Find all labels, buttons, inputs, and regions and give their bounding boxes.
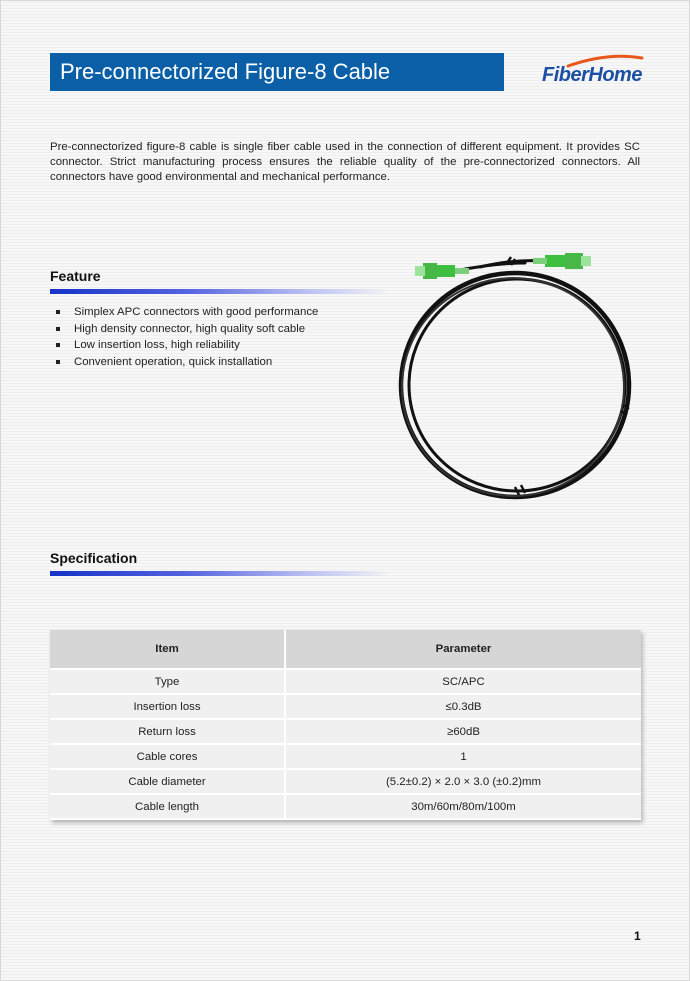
column-header-parameter: Parameter bbox=[285, 630, 641, 669]
feature-item: High density connector, high quality soft cable bbox=[56, 321, 318, 338]
fiberhome-logo bbox=[538, 52, 648, 94]
feature-item: Simplex APC connectors with good performance bbox=[56, 304, 318, 321]
table-cell-item: Cable cores bbox=[50, 744, 285, 769]
table-cell-item: Cable length bbox=[50, 794, 285, 819]
table-cell-parameter: 1 bbox=[285, 744, 641, 769]
intro-paragraph: Pre-connectorized figure-8 cable is single fiber cable used in the connection of different equipment. It provides SC connector. Strict manufacturing process ensures the reliable quality of the pre-connectorized connectors. All connectors have good environmental and mechanical performance. bbox=[50, 141, 640, 184]
feature-list bbox=[56, 304, 318, 370]
column-header-item: Item bbox=[50, 630, 285, 669]
table-cell-parameter: (5.2±0.2) × 2.0 × 3.0 (±0.2)mm bbox=[285, 769, 641, 794]
table-row bbox=[50, 794, 641, 819]
table-cell-parameter: ≤0.3dB bbox=[285, 694, 641, 719]
feature-heading: Feature bbox=[50, 268, 101, 284]
page-title: Pre-connectorized Figure-8 Cable bbox=[50, 53, 504, 91]
feature-item: Convenient operation, quick installation bbox=[56, 354, 318, 371]
table-cell-item: Insertion loss bbox=[50, 694, 285, 719]
table-cell-parameter: 30m/60m/80m/100m bbox=[285, 794, 641, 819]
table-cell-parameter: ≥60dB bbox=[285, 719, 641, 744]
specification-heading-rule bbox=[50, 571, 390, 576]
table-row bbox=[50, 769, 641, 794]
feature-item: Low insertion loss, high reliability bbox=[56, 337, 318, 354]
table-cell-item: Type bbox=[50, 669, 285, 694]
feature-heading-rule bbox=[50, 289, 390, 294]
table-row bbox=[50, 694, 641, 719]
logo-text: FiberHome bbox=[542, 64, 642, 86]
specification-table bbox=[50, 630, 641, 820]
connector-right-icon bbox=[533, 253, 591, 269]
table-row bbox=[50, 669, 641, 694]
specification-heading: Specification bbox=[50, 550, 138, 566]
table-cell-parameter: SC/APC bbox=[285, 669, 641, 694]
page-number: 1 bbox=[634, 929, 641, 943]
table-cell-item: Return loss bbox=[50, 719, 285, 744]
connector-left-icon bbox=[415, 263, 469, 279]
table-row bbox=[50, 719, 641, 744]
table-header-row bbox=[50, 630, 641, 669]
cable-product-image bbox=[395, 245, 655, 505]
table-cell-item: Cable diameter bbox=[50, 769, 285, 794]
table-row bbox=[50, 744, 641, 769]
